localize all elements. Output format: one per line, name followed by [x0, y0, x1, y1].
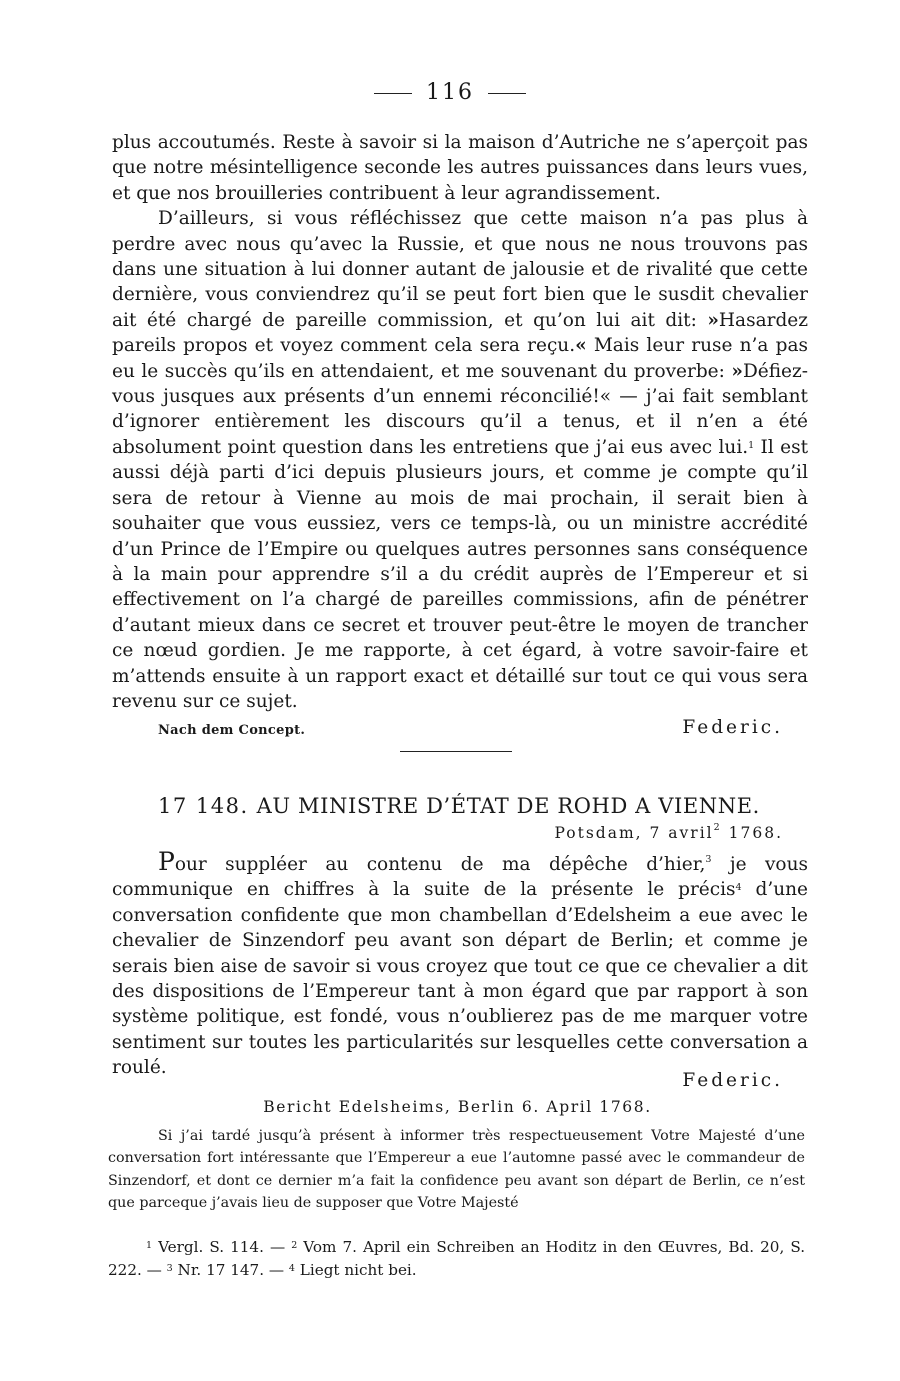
footnote-ref: 4: [735, 882, 742, 894]
drop-cap: P: [158, 847, 175, 876]
page-number: 116: [426, 80, 474, 105]
footnote-4: Liegt nicht bei.: [299, 1261, 417, 1279]
paragraph-2-part-d: Il est aussi déjà parti d’ici depuis plusieurs jours, et comme je compte qu’il sera de retour à Vienne au mois de mai prochain, il serait bien à souhaiter que vous eussiez, vers ce temps-là, ou un ministre accrédité d’un Prince de l’Empire ou quelques autres personnes sans conséquence à la main pour apprendre s’il a du crédit auprès de l’Empereur et si effectivement on l’a chargé de pareilles commissions, afin de pénétrer d’autant mieux dans ce secret et trouver peut-être le moyen de trancher ce nœud gordien. Je me rapporte, à cet égard, à votre savoir-faire et m’attends ensuite à un rapport exact et détaillé sur tout ce qui vous sera revenu sur ce sujet.: [112, 436, 809, 712]
header-dash-left: [374, 93, 412, 94]
letter-1-paragraph-1: plus accoutumés. Reste à savoir si la maison d’Autriche ne s’aperçoit pas que notre mésintelligence seconde les autres puissances dans leurs vues, et que nos brouilleries contribuent à leur agrandissement.: [112, 132, 808, 204]
letter-1-closing: [158, 712, 783, 738]
section-divider: [400, 751, 512, 752]
footnote-mark: 2: [291, 1240, 298, 1251]
footnotes-paragraph: [108, 1236, 805, 1282]
quote-1: Hasardez pareils propos et voyez comment cela sera reçu.: [112, 309, 808, 357]
signature: Federic.: [682, 1070, 783, 1091]
source-note: Nach dem Concept.: [158, 723, 306, 738]
quote-2: Défiez-vous jusques aux présents d’un ennemi réconcilié!: [112, 360, 809, 408]
footnote-2: Vom 7. April ein Schreiben an Hoditz in den Œuvres, Bd. 20, S. 222. —: [108, 1238, 806, 1279]
dateline: [554, 824, 783, 842]
footnote-ref: 1: [748, 439, 755, 451]
report-paragraph: Si j’ai tardé jusqu’à présent à informer très respectueusement Votre Majesté d’une conversation fort intéressante que l’Empereur a eue l’automne passé avec le commandeur de Sinzendorf, et dont ce dernier m’a fait la confidence peu avant son départ de Berlin, ce n’est que parceque j’avais lieu de supposer que Votre Majesté: [108, 1128, 805, 1211]
letter-1-paragraph-2: [112, 206, 808, 714]
quote-mark: «: [599, 386, 612, 408]
footnote-mark: 1: [146, 1240, 153, 1251]
letter-2-part-a: our suppléer au contenu de ma dépêche d’hier,: [174, 854, 706, 875]
paragraph-2-part-b: Mais leur ruse n’a pas eu le succès qu’ils en attendaient, et me souvenant du proverbe:: [112, 335, 808, 382]
quote-mark: »: [731, 360, 743, 382]
place: Potsdam,: [554, 824, 643, 842]
footnote-1: Vergl. S. 114. —: [158, 1238, 286, 1256]
letter-2-heading: [158, 794, 760, 818]
letter-2-text: [112, 849, 808, 1081]
letter-2-part-c: d’une conversation confidente que mon chambellan d’Edelsheim a eue avec le chevalier de Sinzendorf peu avant son départ de Berlin; et comme je serais bien aise de savoir si vous croyez que tout ce que ce chevalier a dit des dispositions de l’Empereur tant à mon égard que par rapport à son système politique, est fondé, vous n’oublierez pas de me marquer votre sentiment sur toutes les particularités sur lesquelles cette conversation a roulé.: [112, 879, 808, 1079]
quote-mark: «: [575, 335, 587, 357]
paragraph-2-part-c: — j’ai fait semblant d’ignorer entièrement les discours qu’il a tenus, et il n’en a été absolument point question dans les entretiens que j’ai eus avec lui.: [112, 386, 808, 458]
report-text: [108, 1125, 805, 1214]
footnote-ref: 2: [713, 822, 722, 833]
letter-number: 17 148.: [158, 794, 249, 818]
letter-title: AU MINISTRE D’ÉTAT DE ROHD A VIENNE.: [256, 794, 760, 818]
letter-1-text: [112, 130, 808, 714]
footnote-3: Nr. 17 147. —: [177, 1261, 285, 1279]
report-heading: Bericht Edelsheims, Berlin 6. April 1768.: [263, 1098, 652, 1116]
letter-2-part-b: je vous communique en chiffres à la suite de la présente le précis: [112, 854, 808, 901]
quote-mark: »: [707, 309, 719, 331]
date-day: 7 avril: [649, 824, 714, 842]
footnote-mark: 3: [166, 1263, 173, 1274]
page-header: [0, 80, 900, 105]
header-dash-right: [488, 93, 526, 94]
footnotes: [108, 1236, 805, 1282]
footnote-ref: 3: [705, 854, 712, 865]
signature: Federic.: [682, 717, 783, 738]
footnote-mark: 4: [288, 1263, 295, 1274]
letter-2-paragraph: [112, 849, 808, 1081]
paragraph-2-part-a: D’ailleurs, si vous réfléchissez que cette maison n’a pas plus à perdre avec nous qu’avec la Russie, et que nous ne nous trouvons pas dans une situation à lui donner autant de jalousie et de rivalité que cette dernière, vous conviendrez qu’il se peut fort bien que le susdit chevalier ait été chargé de pareille commission, et qu’on lui ait dit:: [112, 208, 808, 331]
date-year: 1768.: [728, 824, 783, 842]
